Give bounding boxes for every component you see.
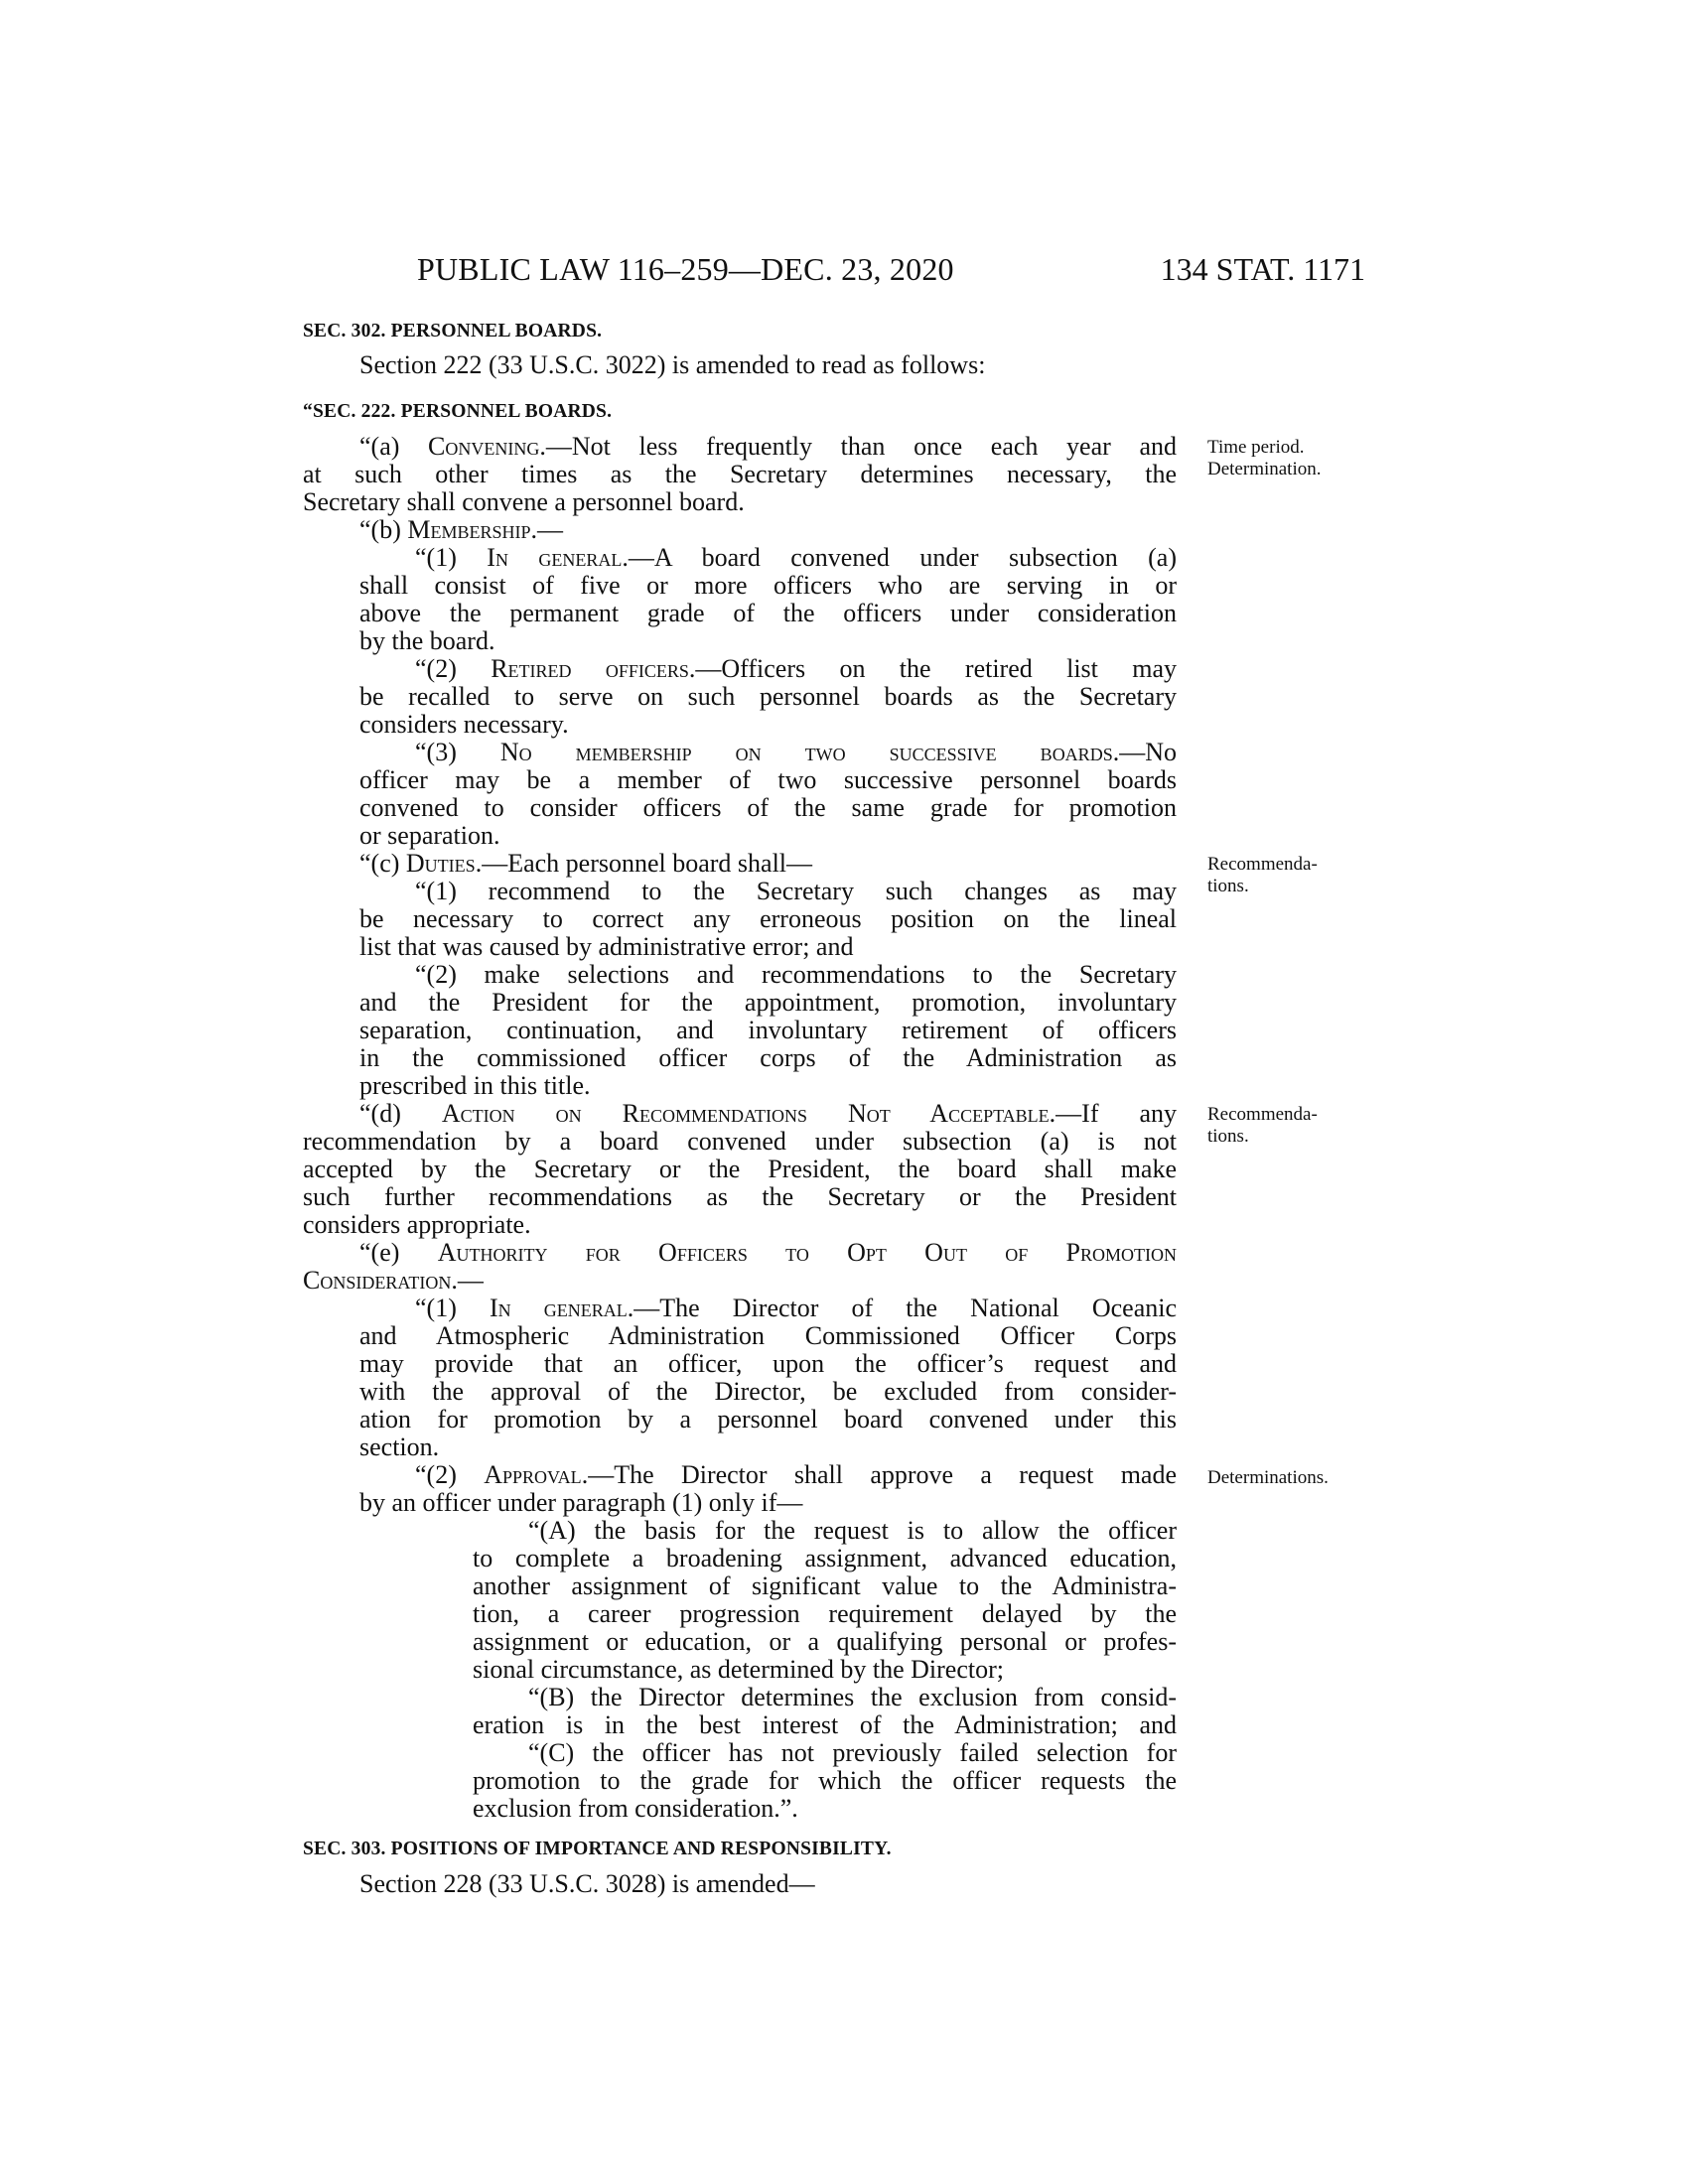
- margin-note-recommendations: Recommenda- tions.: [1207, 1104, 1318, 1147]
- section-303-heading: SEC. 303. POSITIONS OF IMPORTANCE AND RESPONSIBILITY.: [303, 1839, 892, 1859]
- running-head: PUBLIC LAW 116–259—DEC. 23, 2020: [417, 251, 954, 287]
- paragraph-e2-caption: Approval: [484, 1461, 582, 1489]
- paragraph-c1-line: be necessary to correct any erroneous position on the lineal: [359, 905, 1177, 933]
- clause-e2A-line: another assignment of significant value to the Administra-: [473, 1572, 1177, 1600]
- paragraph-e2-line: by an officer under paragraph (1) only if—: [359, 1489, 803, 1517]
- subsection-b-caption: Membership: [407, 516, 531, 544]
- paragraph-b3-line: or separation.: [359, 822, 500, 850]
- clause-e2C-line: exclusion from consideration.”.: [473, 1795, 798, 1823]
- subsection-a-line: Secretary shall convene a personnel board.: [303, 488, 745, 516]
- paragraph-c2-line: “(2) make selections and recommendations to the Secretary: [415, 961, 1177, 989]
- subsection-e-line: Consideration.—: [303, 1267, 484, 1295]
- subsection-e-caption: Authority for Officers to Opt Out of Promotion: [437, 1239, 1177, 1267]
- subsection-a-caption: Convening: [428, 433, 540, 461]
- paragraph-b3-line: convened to consider officers of the same grade for promotion: [359, 794, 1177, 822]
- clause-e2B-line: “(B) the Director determines the exclusion from consid-: [528, 1684, 1177, 1711]
- subsection-a-line: “(a) Convening.—Not less frequently than once each year and: [359, 433, 1177, 461]
- section-302-intro: Section 222 (33 U.S.C. 3022) is amended to read as follows:: [359, 351, 986, 379]
- subsection-e-caption: Consideration: [303, 1267, 452, 1295]
- section-302-heading: SEC. 302. PERSONNEL BOARDS.: [303, 321, 603, 341]
- section-303-intro: Section 228 (33 U.S.C. 3028) is amended—: [359, 1870, 815, 1898]
- paragraph-c2-line: separation, continuation, and involuntary retirement of officers: [359, 1017, 1177, 1044]
- section-222-heading: “SEC. 222. PERSONNEL BOARDS.: [303, 401, 613, 422]
- paragraph-e2-line: “(2) Approval.—The Director shall approve a request made: [415, 1461, 1177, 1489]
- clause-e2A-line: assignment or education, or a qualifying personal or profes-: [473, 1628, 1177, 1656]
- paragraph-c1-line: list that was caused by administrative error; and: [359, 933, 854, 961]
- paragraph-b1-caption: In general: [487, 544, 623, 572]
- subsection-a-line: at such other times as the Secretary determines necessary, the: [303, 461, 1177, 488]
- margin-note-recommendations: Recommenda- tions.: [1207, 854, 1318, 896]
- clause-e2C-line: “(C) the officer has not previously failed selection for: [528, 1739, 1177, 1767]
- page-header: [417, 251, 1365, 291]
- paragraph-b2-line: considers necessary.: [359, 711, 569, 739]
- paragraph-e1-line: section.: [359, 1433, 440, 1461]
- margin-note-determinations: Determinations.: [1207, 1467, 1329, 1488]
- clause-e2A-line: “(A) the basis for the request is to allow the officer: [528, 1517, 1177, 1545]
- clause-e2B-line: eration is in the best interest of the Administration; and: [473, 1711, 1177, 1739]
- page-folio: 134 STAT. 1171: [1160, 251, 1365, 287]
- paragraph-e1-line: may provide that an officer, upon the officer’s request and: [359, 1350, 1177, 1378]
- paragraph-b1-line: shall consist of five or more officers who are serving in or: [359, 572, 1177, 600]
- subsection-d-line: accepted by the Secretary or the President, the board shall make: [303, 1156, 1177, 1183]
- paragraph-e1-line: with the approval of the Director, be excluded from consider-: [359, 1378, 1177, 1406]
- paragraph-c2-line: in the commissioned officer corps of the Administration as: [359, 1044, 1177, 1072]
- subsection-c-caption: Duties: [405, 850, 476, 878]
- subsection-b-line: “(b) Membership.—: [359, 516, 563, 544]
- paragraph-b3-line: officer may be a member of two successive personnel boards: [359, 766, 1177, 794]
- subsection-e-line: “(e) Authority for Officers to Opt Out of Promotion: [359, 1239, 1177, 1267]
- paragraph-b2-line: “(2) Retired officers.—Officers on the retired list may: [415, 655, 1177, 683]
- paragraph-e1-caption: In general: [489, 1295, 628, 1322]
- paragraph-b3-caption: No membership on two successive boards: [499, 739, 1113, 766]
- paragraph-e1-line: ation for promotion by a personnel board convened under this: [359, 1406, 1177, 1433]
- clause-e2A-line: sional circumstance, as determined by the Director;: [473, 1656, 1004, 1684]
- paragraph-b2-line: be recalled to serve on such personnel boards as the Secretary: [359, 683, 1177, 711]
- subsection-c-line: “(c) Duties.—Each personnel board shall—: [359, 850, 813, 878]
- paragraph-c2-line: prescribed in this title.: [359, 1072, 591, 1100]
- paragraph-e1-line: and Atmospheric Administration Commissioned Officer Corps: [359, 1322, 1177, 1350]
- subsection-d-line: “(d) Action on Recommendations Not Acceptable.—If any: [359, 1100, 1177, 1128]
- clause-e2A-line: tion, a career progression requirement delayed by the: [473, 1600, 1177, 1628]
- paragraph-b2-caption: Retired officers: [491, 655, 689, 683]
- paragraph-b1-line: by the board.: [359, 627, 495, 655]
- clause-e2A-line: to complete a broadening assignment, advanced education,: [473, 1545, 1177, 1572]
- paragraph-c1-line: “(1) recommend to the Secretary such changes as may: [415, 878, 1177, 905]
- subsection-d-line: recommendation by a board convened under subsection (a) is not: [303, 1128, 1177, 1156]
- clause-e2C-line: promotion to the grade for which the officer requests the: [473, 1767, 1177, 1795]
- subsection-d-line: such further recommendations as the Secretary or the President: [303, 1183, 1177, 1211]
- paragraph-b3-line: “(3) No membership on two successive boards.—No: [415, 739, 1177, 766]
- paragraph-c2-line: and the President for the appointment, promotion, involuntary: [359, 989, 1177, 1017]
- subsection-d-line: considers appropriate.: [303, 1211, 531, 1239]
- margin-note-time-period: Time period. Determination.: [1207, 437, 1322, 479]
- subsection-d-caption: Action on Recommendations Not Acceptable: [441, 1100, 1050, 1128]
- paragraph-e1-line: “(1) In general.—The Director of the National Oceanic: [415, 1295, 1177, 1322]
- paragraph-b1-line: above the permanent grade of the officers under consideration: [359, 600, 1177, 627]
- paragraph-b1-line: “(1) In general.—A board convened under subsection (a): [415, 544, 1177, 572]
